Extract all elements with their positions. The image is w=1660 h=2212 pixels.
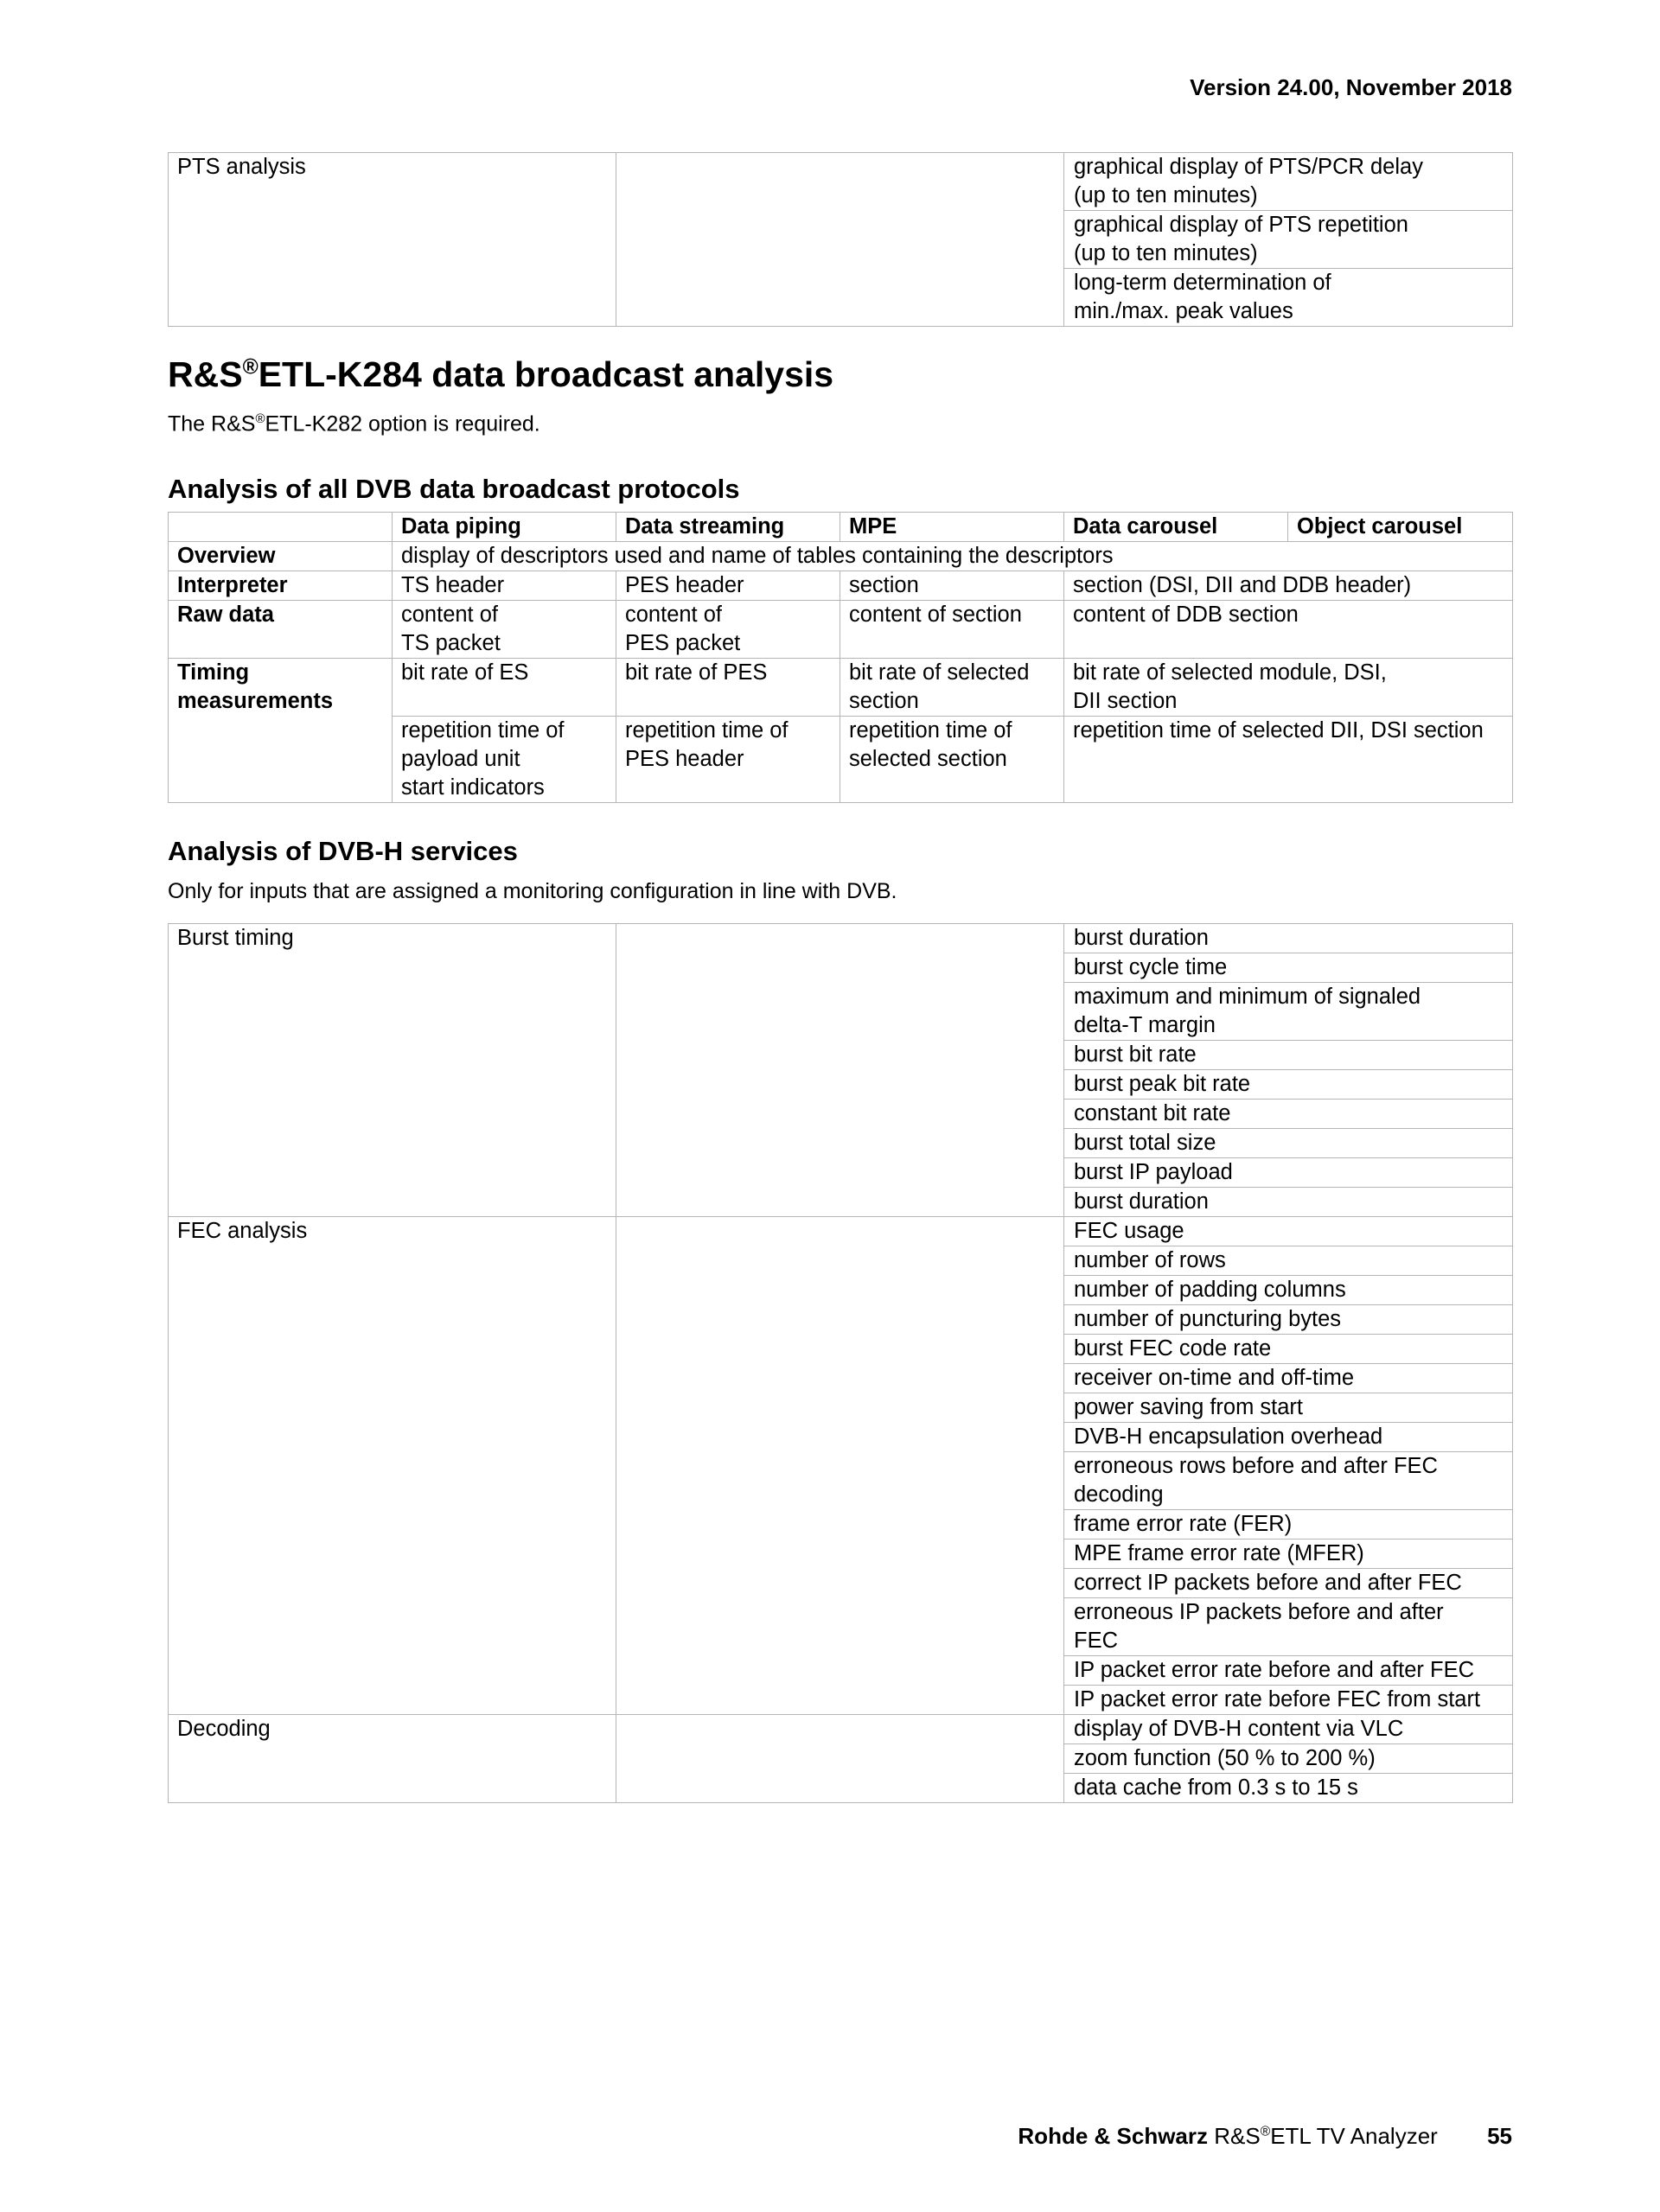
list-item: burst duration bbox=[1064, 1188, 1512, 1217]
group-items bbox=[1064, 924, 1513, 1217]
dvbh-intro: Only for inputs that are assigned a monitoring configuration in line with DVB. bbox=[168, 879, 897, 903]
table-row bbox=[169, 1217, 1513, 1715]
list-item: long-term determination of min./max. peak values bbox=[1064, 269, 1512, 327]
table-cell: content of DDB section bbox=[1064, 601, 1513, 659]
list-item: erroneous IP packets before and after FEC bbox=[1064, 1598, 1512, 1656]
list-item: burst bit rate bbox=[1064, 1041, 1512, 1070]
list-item: MPE frame error rate (MFER) bbox=[1064, 1539, 1512, 1569]
table-row bbox=[169, 924, 1513, 1217]
heading-dvbh-services: Analysis of DVB-H services bbox=[168, 836, 518, 866]
table-row bbox=[169, 659, 1513, 717]
table-cell: bit rate of selected module, DSI, DII section bbox=[1064, 659, 1513, 717]
empty-cell bbox=[169, 513, 393, 542]
row-label: Timing measurements bbox=[169, 659, 393, 803]
list-item: display of DVB-H content via VLC bbox=[1074, 1717, 1404, 1741]
table-cell: bit rate of PES bbox=[616, 659, 840, 717]
list-item: FEC usage bbox=[1074, 1219, 1184, 1243]
row-label: Raw data bbox=[169, 601, 393, 659]
table-cell: bit rate of selected section bbox=[840, 659, 1064, 717]
document-version: Version 24.00, November 2018 bbox=[1190, 74, 1512, 100]
table-cell: content of PES packet bbox=[616, 601, 840, 659]
table-cell: bit rate of ES bbox=[393, 659, 616, 717]
column-header: MPE bbox=[840, 513, 1064, 542]
list-item: graphical display of PTS repetition (up to ten minutes) bbox=[1064, 211, 1512, 269]
list-item: burst FEC code rate bbox=[1064, 1335, 1512, 1364]
group-label: Decoding bbox=[169, 1715, 616, 1803]
pts-items bbox=[1064, 153, 1513, 327]
footer-product-prefix: R&S bbox=[1208, 2123, 1261, 2149]
table-cell: content of section bbox=[840, 601, 1064, 659]
column-header: Data streaming bbox=[616, 513, 840, 542]
list-item: data cache from 0.3 s to 15 s bbox=[1064, 1774, 1512, 1803]
group-items bbox=[1064, 1715, 1513, 1803]
list-item: zoom function (50 % to 200 %) bbox=[1064, 1744, 1512, 1774]
table-row bbox=[169, 1715, 1513, 1803]
row-label: Interpreter bbox=[169, 571, 393, 601]
table-cell: section (DSI, DII and DDB header) bbox=[1064, 571, 1513, 601]
section-note: The R&S®ETL-K282 option is required. bbox=[168, 411, 540, 437]
table-row bbox=[169, 542, 1513, 571]
table-cell: repetition time of payload unit start indicators bbox=[393, 717, 616, 803]
list-item: DVB-H encapsulation overhead bbox=[1064, 1423, 1512, 1452]
heading-dvb-protocols: Analysis of all DVB data broadcast protocols bbox=[168, 474, 740, 504]
footer-brand: Rohde & Schwarz bbox=[1018, 2123, 1208, 2149]
list-item: number of padding columns bbox=[1064, 1276, 1512, 1305]
table-cell: repetition time of selected section bbox=[840, 717, 1064, 803]
row-label: Overview bbox=[169, 542, 393, 571]
group-label: FEC analysis bbox=[169, 1217, 616, 1715]
list-item: burst total size bbox=[1064, 1129, 1512, 1158]
page-footer: Rohde & Schwarz R&S®ETL TV Analyzer 55 bbox=[1018, 2123, 1512, 2149]
list-item: constant bit rate bbox=[1064, 1100, 1512, 1129]
group-label: Burst timing bbox=[169, 924, 616, 1217]
table-cell: repetition time of PES header bbox=[616, 717, 840, 803]
table-cell: repetition time of selected DII, DSI section bbox=[1064, 717, 1513, 803]
empty-cell bbox=[616, 1217, 1064, 1715]
list-item: receiver on-time and off-time bbox=[1064, 1364, 1512, 1393]
table-cell: section bbox=[840, 571, 1064, 601]
list-item: correct IP packets before and after FEC bbox=[1064, 1569, 1512, 1598]
list-item: burst IP payload bbox=[1064, 1158, 1512, 1188]
list-item: burst peak bit rate bbox=[1064, 1070, 1512, 1100]
dvb-protocols-table bbox=[168, 512, 1513, 803]
pts-analysis-table bbox=[168, 152, 1513, 327]
list-item: IP packet error rate before and after FEC bbox=[1064, 1656, 1512, 1686]
section-title-k284: R&S®ETL-K284 data broadcast analysis bbox=[168, 354, 834, 394]
table-cell: TS header bbox=[393, 571, 616, 601]
list-item: number of puncturing bytes bbox=[1064, 1305, 1512, 1335]
table-cell: content of TS packet bbox=[393, 601, 616, 659]
empty-cell bbox=[616, 153, 1064, 327]
empty-cell bbox=[616, 1715, 1064, 1803]
list-item: maximum and minimum of signaled delta-T margin bbox=[1064, 983, 1512, 1041]
list-item: number of rows bbox=[1064, 1246, 1512, 1276]
list-item: burst duration bbox=[1074, 926, 1209, 950]
list-item: graphical display of PTS/PCR delay (up to ten minutes) bbox=[1074, 155, 1423, 207]
list-item: burst cycle time bbox=[1064, 953, 1512, 983]
list-item: frame error rate (FER) bbox=[1064, 1510, 1512, 1539]
empty-cell bbox=[616, 924, 1064, 1217]
page-number: 55 bbox=[1487, 2123, 1512, 2149]
pts-label: PTS analysis bbox=[169, 153, 616, 327]
table-row bbox=[169, 601, 1513, 659]
table-header-row bbox=[169, 513, 1513, 542]
table-cell: PES header bbox=[616, 571, 840, 601]
dvbh-services-table bbox=[168, 923, 1513, 1803]
list-item: IP packet error rate before FEC from start bbox=[1064, 1686, 1512, 1715]
list-item: power saving from start bbox=[1064, 1393, 1512, 1423]
group-items bbox=[1064, 1217, 1513, 1715]
list-item: erroneous rows before and after FEC decoding bbox=[1064, 1452, 1512, 1510]
column-header: Data carousel bbox=[1064, 513, 1288, 542]
column-header: Object carousel bbox=[1288, 513, 1513, 542]
column-header: Data piping bbox=[393, 513, 616, 542]
table-cell: display of descriptors used and name of tables containing the descriptors bbox=[393, 542, 1513, 571]
footer-product: ETL TV Analyzer bbox=[1270, 2123, 1438, 2149]
table-row bbox=[169, 571, 1513, 601]
